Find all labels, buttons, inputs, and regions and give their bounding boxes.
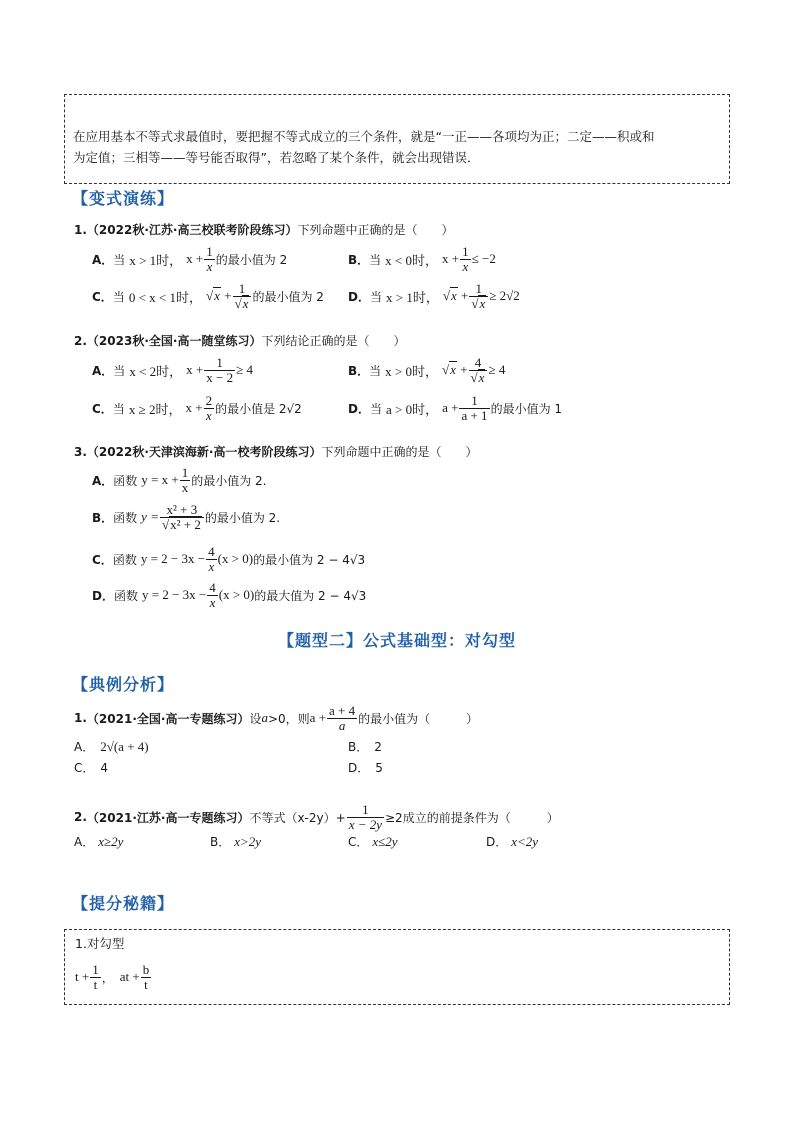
q3-option-d: D． 函数 y = 2 − 3x − $\frac{4}{x}$ (x > 0) 的最大值为 2 − 4√3	[92, 580, 367, 610]
question-source: （2022秋·江苏·高三校联考阶段练习）	[86, 223, 298, 237]
q2-option-a: A． 当 x < 2时， x + $\frac{1}{x - 2}$ ≥ 4	[92, 355, 253, 385]
section-type-two-title: 【题型二】公式基础型：对勾型	[277, 631, 516, 650]
tip-text-line-2: 为定值；三相等——等号能否取得”，若忽略了某个条件，就会出现错误．	[73, 150, 480, 165]
question-2: 2. （2023秋·全国·高一随堂练习） 下列结论正确的是（ ）	[74, 333, 406, 348]
question-stem: 下列命题中正确的是（ ）	[297, 223, 454, 237]
q3-option-a: A． 函数 y = x + $\frac{1}{x}$ 的最小值为 2.	[92, 465, 267, 495]
example-2: 2. （2021·江苏·高一专题练习） 不等式（x-2y）+ $\frac{1}{x - 2y}$ ≥2成立的前提条件为（ ）	[74, 802, 559, 832]
q1-option-c: C． 当 0 < x < 1时， √x + $\frac{1}{√x}$ 的最小值为 2	[92, 281, 324, 311]
tips-formulas: t + $\frac{1}{t}$ ， at + $\frac{b}{t}$	[75, 962, 150, 992]
e2-option-d: D． x<2y	[486, 833, 539, 849]
e1-option-d: D． 5	[348, 760, 383, 775]
tip-text-line-1: 在应用基本不等式求最值时，要把握不等式成立的三个条件，就是“一正——各项均为正；二定——积或和	[73, 129, 655, 144]
section-score-tips: 【提分秘籍】	[72, 894, 175, 913]
q1-option-d: D． 当 x > 1时， √x + $\frac{1}{√x}$ ≥ 2√2	[348, 281, 520, 311]
e2-option-a: A． x≥2y	[74, 833, 124, 849]
q2-option-b: B． 当 x > 0时， √x + $\frac{4}{√x}$ ≥ 4	[348, 355, 506, 385]
e2-option-c: C． x≤2y	[348, 833, 398, 849]
tips-box	[64, 929, 730, 1005]
q2-option-c: C． 当 x ≥ 2时， x + $\frac{2}{x}$ 的最小值是 2√2	[92, 393, 302, 423]
q2-option-d: D． 当 a > 0时， a + $\frac{1}{a + 1}$ 的最小值为 1	[348, 393, 563, 423]
example-1: 1. （2021·全国·高一专题练习） 设 a >0，则 a + $\frac{a + 4}{a}$ 的最小值为（ ）	[74, 703, 479, 733]
section-example-analysis: 【典例分析】	[72, 675, 175, 694]
q1-option-b: B． 当 x < 0时， x + $\frac{1}{x}$ ≤ −2	[348, 244, 496, 274]
section-variant-practice: 【变式演练】	[72, 189, 175, 208]
question-1	[74, 221, 453, 238]
q3-option-c: C． 函数 y = 2 − 3x − $\frac{4}{x}$ (x > 0) 的最小值为 2 − 4√3	[92, 544, 366, 574]
question-3: 3. （2022秋·天津滨海新·高一校考阶段练习） 下列命题中正确的是（ ）	[74, 444, 478, 459]
e1-option-c: C． 4	[74, 760, 109, 775]
q1-option-a: A． 当 x > 1时， x + $\frac{1}{x}$ 的最小值为 2	[92, 244, 288, 274]
question-number: 1.	[74, 222, 87, 237]
e1-option-a: A． 2√(a + 4)	[74, 738, 149, 754]
q3-option-b: B． 函数 y = $\frac{\text{x² + 3}}{\text{√x² + 2}}$ 的最小值为 2.	[92, 502, 281, 532]
e1-option-b: B． 2	[348, 739, 382, 754]
e2-option-b: B． x>2y	[210, 833, 262, 849]
tips-heading: 1.对勾型	[75, 936, 125, 951]
